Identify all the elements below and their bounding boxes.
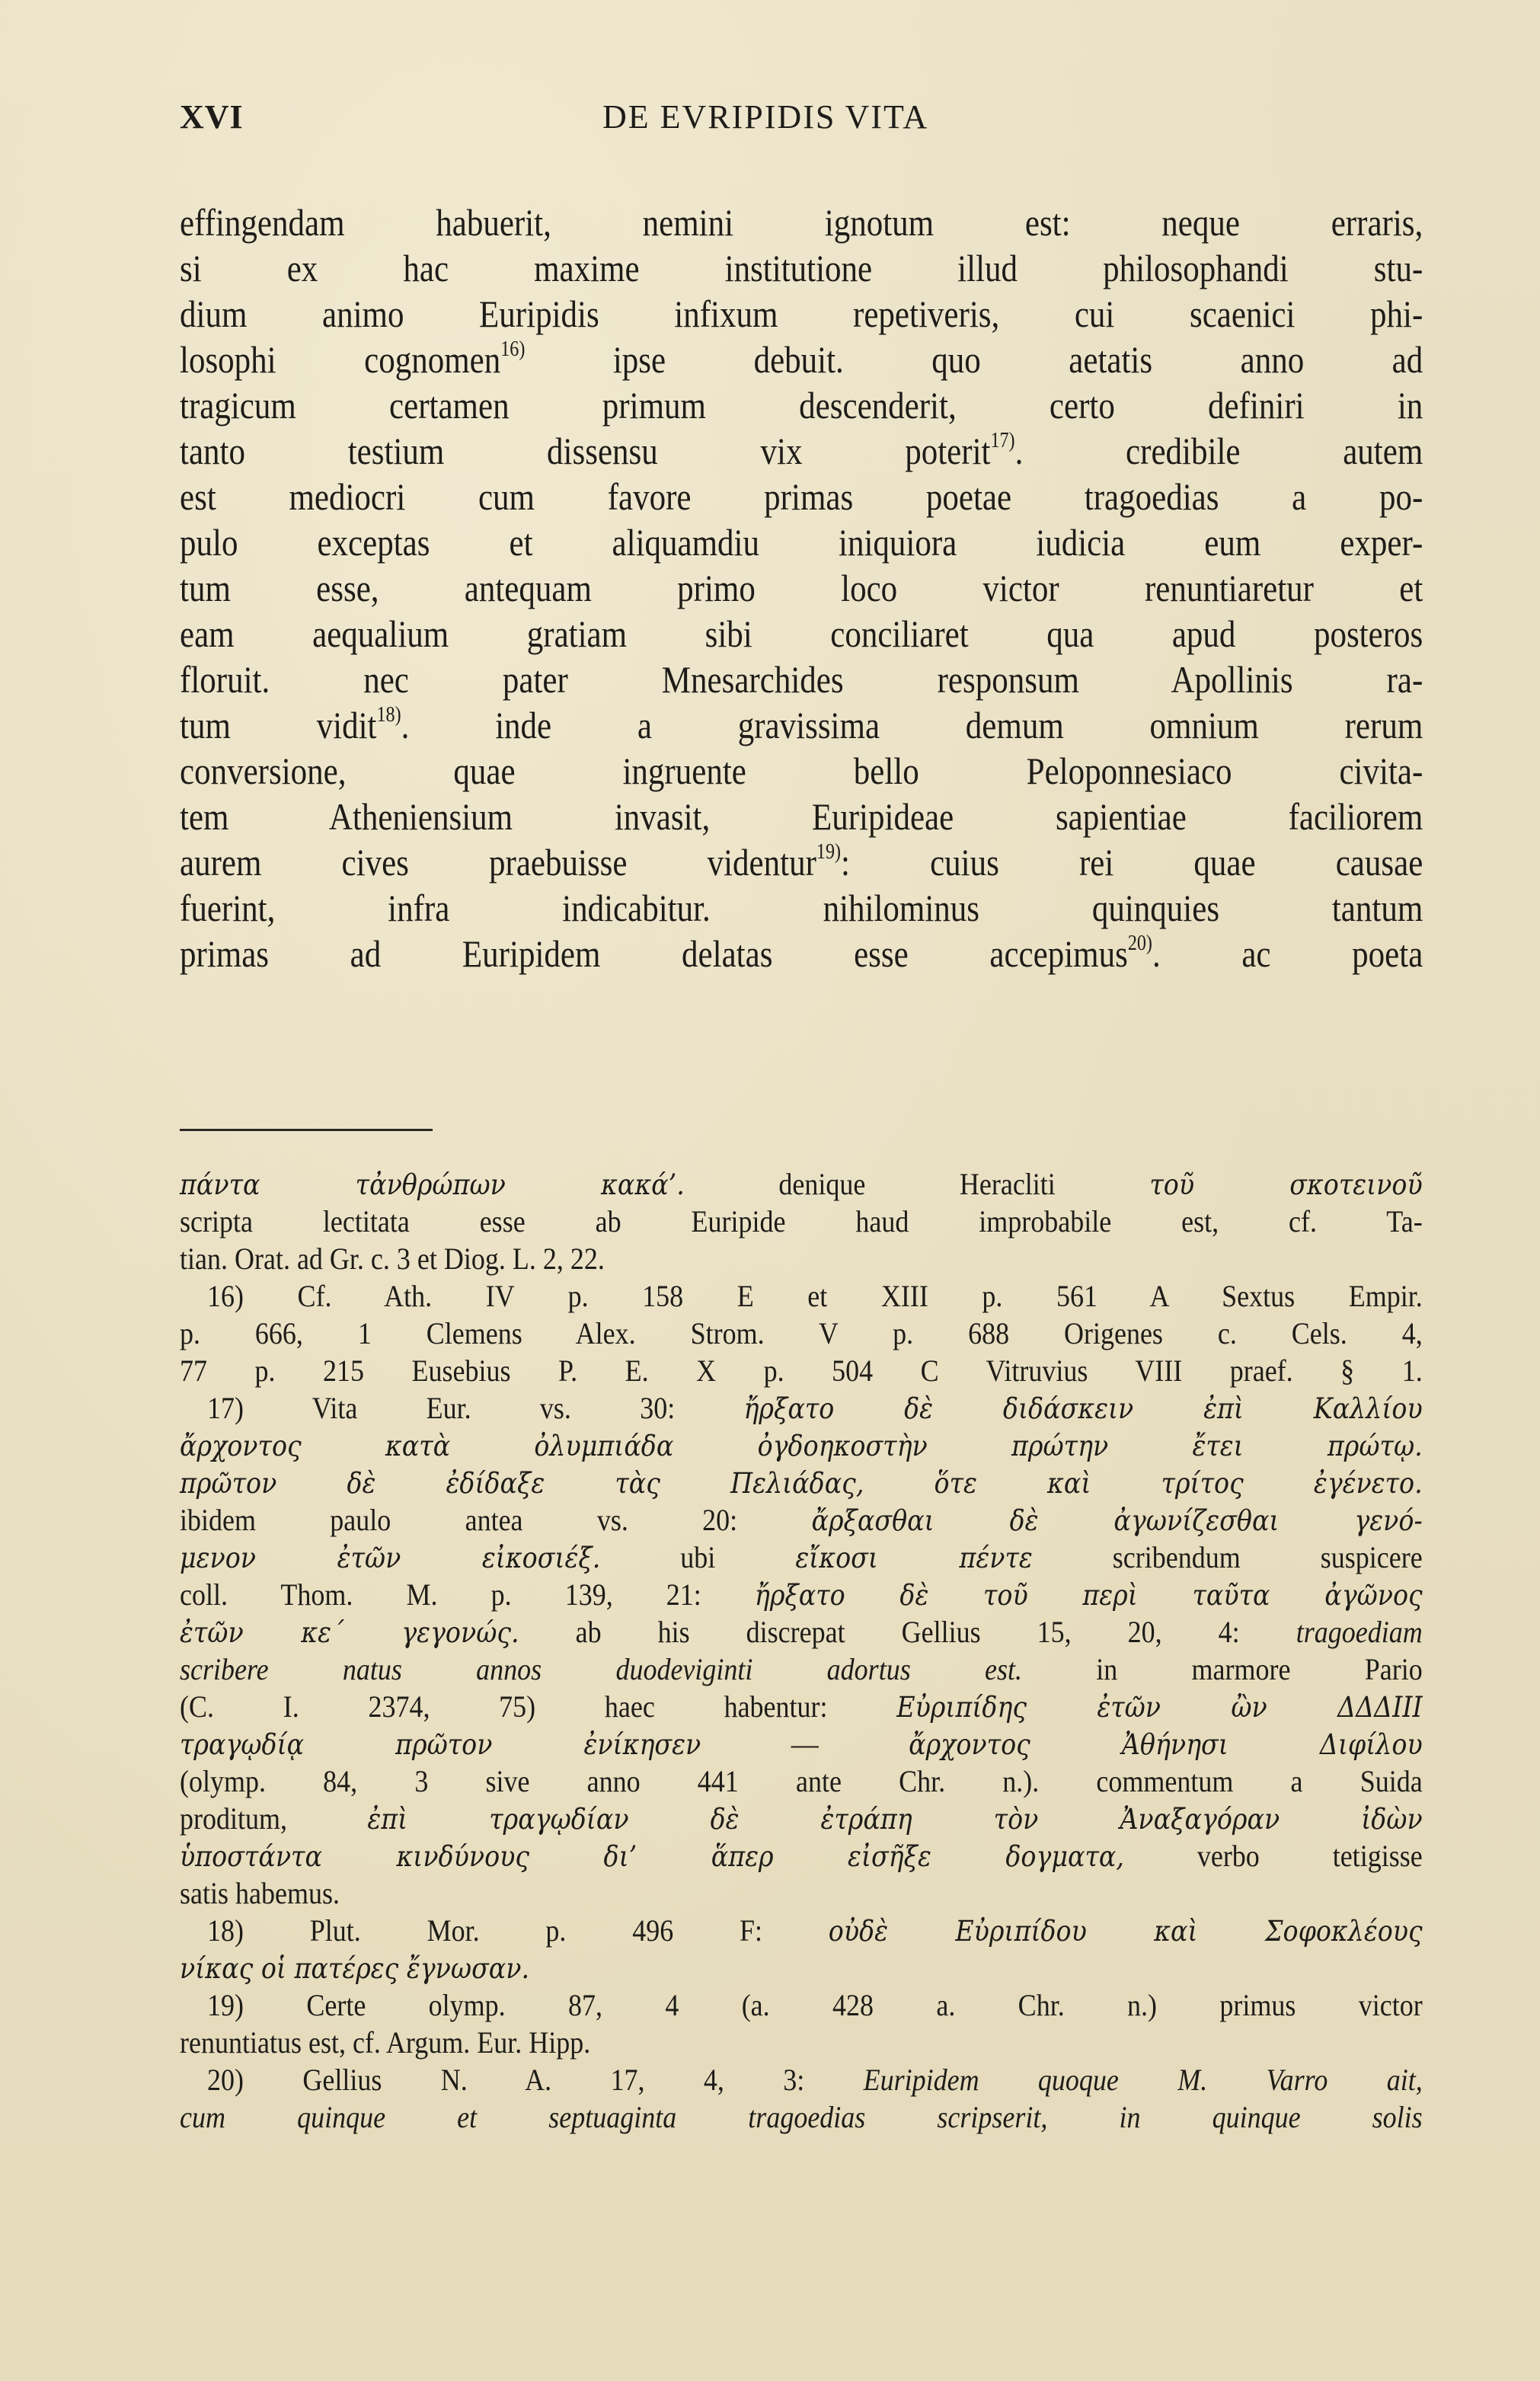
latin-text: ibidem paulo antea vs. 20: [180, 1503, 812, 1537]
footnote-divider [180, 1129, 433, 1131]
dash: — [701, 1727, 909, 1761]
footnote-continuation-line: scripta lectitata esse ab Euripide haud improbabile est, cf. Ta- [180, 1204, 1423, 1238]
greek-text: πάντα τἀνθρώπων κακά’. [180, 1168, 685, 1201]
latin-text: 18) Plut. Mor. p. 496 F: [207, 1913, 829, 1948]
footnote-ref-19[interactable]: 19) [816, 840, 842, 864]
greek-text: ἤρξατο δὲ τοῦ περὶ ταῦτα ἀγῶνος [754, 1579, 1423, 1612]
text-segment: losophi cognomen [180, 338, 501, 381]
greek-text: νίκας οἱ πατέρες ἔγνωσαν. [180, 1952, 530, 1985]
latin-quotation: cum quinque et septuaginta tragoedias scripserit, in quinque solis [180, 2100, 1423, 2134]
greek-text: ἄρχοντος Ἀθήνησι Διφίλου [909, 1728, 1423, 1761]
latin-text: (C. I. 2374, 75) haec habentur: [180, 1689, 897, 1724]
footnote-17-line [180, 1725, 1423, 1763]
footnote-17-line [180, 1464, 1423, 1501]
text-line: est mediocri cum favore primas poetae tragoedias a po- [180, 475, 1423, 518]
footnote-ref-17[interactable]: 17) [990, 429, 1015, 452]
footnotes-block [180, 1165, 1423, 2136]
footnote-ref-16[interactable]: 16) [500, 337, 526, 361]
footnote-18-line [180, 1949, 1423, 1986]
text-line: pulo exceptas et aliquamdiu iniquiora iudicia eum exper- [180, 521, 1423, 564]
footnote-18-line [180, 1912, 1423, 1949]
latin-text: denique Heracliti [684, 1167, 1150, 1201]
footnote-19-line: renuntiatus est, cf. Argum. Eur. Hipp. [180, 2025, 591, 2060]
text-line: si ex hac maxime institutione illud philosophandi stu- [180, 247, 1423, 289]
latin-text: 20) Gellius N. A. 17, 4, 3: [207, 2063, 864, 2097]
footnote-17-line: satis habemus. [180, 1876, 340, 1910]
footnote-17-line [180, 1837, 1423, 1874]
greek-text: Εὐριπίδης ἐτῶν ὢν ΔΔΔΙΙΙ [896, 1691, 1423, 1724]
footnote-ref-18[interactable]: 18) [376, 703, 401, 727]
latin-text: scribendum suspicere [1032, 1540, 1423, 1574]
text-line: tragicum certamen primum descenderit, certo definiri in [180, 384, 1423, 427]
footnote-17-line [180, 1427, 1423, 1464]
text-line: tem Atheniensium invasit, Euripideae sapientiae faciliorem [180, 795, 1423, 838]
text-line [180, 702, 1423, 748]
text-line: fuerint, infra indicabitur. nihilominus quinquies tantum [180, 887, 1423, 929]
greek-text: ἐπὶ τραγῳδίαν δὲ ἐτράπη τὸν Ἀναξαγόραν ἰδὼν [367, 1803, 1423, 1836]
text-line: floruit. nec pater Mnesarchides responsum Apollinis ra- [180, 658, 1423, 701]
text-segment: aurem cives praebuisse videntur [180, 841, 816, 884]
latin-quotation: tragoediam [1296, 1615, 1423, 1649]
footnote-16-line: 77 p. 215 Eusebius P. E. X p. 504 C Vitruvius VIII praef. § 1. [180, 1353, 1423, 1388]
footnote-17-line [180, 1613, 1423, 1651]
footnote-17-line [180, 1651, 1423, 1688]
text-segment: tanto testium dissensu vix poterit [180, 430, 991, 472]
text-line: effingendam habuerit, nemini ignotum est: neque erraris, [180, 201, 1423, 244]
footnote-17-line [180, 1800, 1423, 1837]
footnote-17-line [180, 1688, 1423, 1725]
running-title: DE EVRIPIDIS VITA [602, 98, 929, 136]
text-line [180, 931, 1423, 976]
footnote-continuation-line: tian. Orat. ad Gr. c. 3 et Diog. L. 2, 22. [180, 1242, 605, 1276]
text-segment: . ac poeta [1152, 932, 1423, 975]
latin-quotation: Euripidem quoque M. Varro ait, [863, 2063, 1423, 2097]
latin-text: verbo tetigisse [1123, 1839, 1423, 1873]
greek-text: ἄρχοντος κατὰ ὀλυμπιάδα ὀγδοηκοστὴν πρώτην ἔτει πρώτῳ. [180, 1430, 1423, 1462]
text-segment: . credibile autem [1014, 430, 1423, 472]
text-segment: primas ad Euripidem delatas esse accepimus [180, 932, 1128, 975]
footnote-17-line [180, 1501, 1423, 1539]
text-segment: ipse debuit. quo aetatis anno ad [525, 338, 1423, 381]
text-segment: . inde a gravissima demum omnium rerum [401, 704, 1423, 746]
greek-text: τοῦ σκοτεινοῦ [1149, 1168, 1423, 1201]
latin-text: in marmore Pario [1021, 1652, 1423, 1686]
footnote-17-line [180, 1389, 1423, 1427]
greek-text: ὑποστάντα κινδύνους δι’ ἅπερ εἰσῆξε δογματα, [180, 1840, 1124, 1873]
footnote-20-line [180, 2098, 1423, 2136]
page-number: XVI [180, 98, 244, 136]
latin-text: ab his discrepat Gellius 15, 20, 4: [519, 1615, 1296, 1649]
greek-text: οὐδὲ Εὐριπίδου καὶ Σοφοκλέους [828, 1915, 1423, 1948]
text-line: dium animo Euripidis infixum repetiveris, cui scaenici phi- [180, 292, 1423, 335]
footnote-16-line: p. 666, 1 Clemens Alex. Strom. V p. 688 Origenes c. Cels. 4, [180, 1316, 1423, 1350]
text-line [180, 337, 1423, 382]
latin-quotation: scribere natus annos duodeviginti adortus est. [180, 1652, 1022, 1686]
footnote-16-line: 16) Cf. Ath. IV p. 158 E et XIII p. 561 A Sextus Empir. [207, 1279, 1423, 1313]
footnote-continuation-line [180, 1165, 1423, 1203]
text-line [180, 428, 1423, 474]
greek-text: ἄρξασθαι δὲ ἀγωνίζεσθαι γενό- [811, 1504, 1423, 1537]
latin-text: ubi [600, 1540, 796, 1574]
latin-text: 17) Vita Eur. vs. 30: [207, 1391, 744, 1425]
greek-text: εἴκοσι πέντε [795, 1542, 1033, 1574]
footnote-17-line: (olymp. 84, 3 sive anno 441 ante Chr. n.). commentum a Suida [180, 1764, 1423, 1798]
greek-text: ἤρξατο δὲ διδάσκειν ἐπὶ Καλλίου [743, 1392, 1423, 1425]
text-line [180, 839, 1423, 885]
latin-text: coll. Thom. M. p. 139, 21: [180, 1577, 755, 1612]
greek-text: πρῶτον δὲ ἐδίδαξε τὰς Πελιάδας, ὅτε καὶ τρίτος ἐγένετο. [180, 1467, 1423, 1500]
footnote-17-line [180, 1539, 1423, 1576]
footnote-20-line [180, 2061, 1423, 2098]
greek-text: τραγῳδίᾳ πρῶτον ἐνίκησεν [180, 1728, 701, 1761]
running-header [180, 97, 1423, 143]
text-segment: tum vidit [180, 704, 377, 746]
footnote-19-line: 19) Certe olymp. 87, 4 (a. 428 a. Chr. n.) primus victor [207, 1988, 1423, 2022]
text-line: eam aequalium gratiam sibi conciliaret qua apud posteros [180, 612, 1423, 655]
footnote-17-line [180, 1576, 1423, 1613]
latin-text: proditum, [180, 1801, 368, 1836]
text-line: tum esse, antequam primo loco victor renuntiaretur et [180, 567, 1423, 609]
greek-text: μενον ἐτῶν εἰκοσιέξ. [180, 1542, 601, 1574]
text-segment: : cuius rei quae causae [841, 841, 1423, 884]
main-text-block [180, 200, 1423, 976]
text-line: conversione, quae ingruente bello Peloponnesiaco civita- [180, 749, 1423, 792]
greek-text: ἐτῶν κε´ γεγονώς. [180, 1616, 519, 1649]
footnote-ref-20[interactable]: 20) [1127, 932, 1152, 955]
